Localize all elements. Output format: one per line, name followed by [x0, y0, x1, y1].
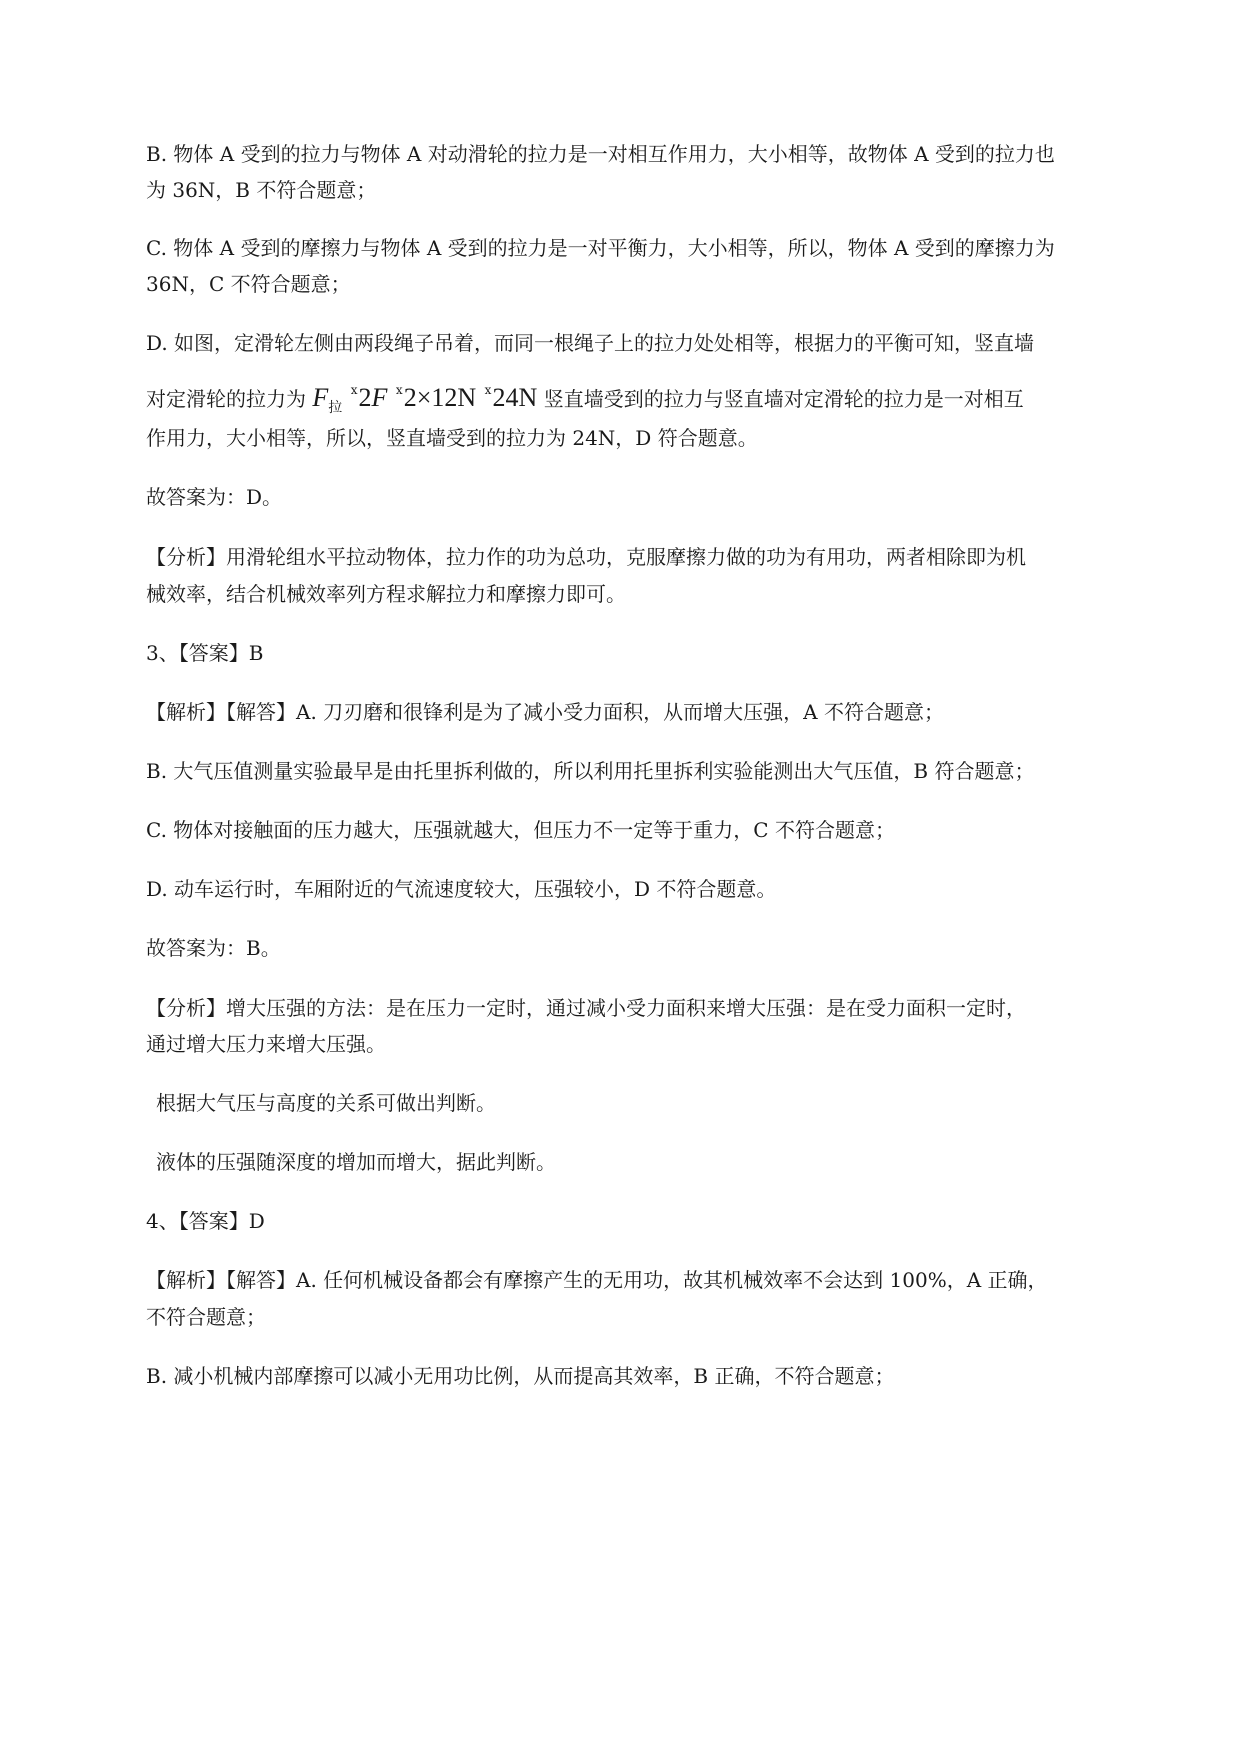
paragraph-line: 液体的压强随深度的增加而增大，据此判断。 — [156, 1150, 556, 1174]
formula-force-symbol: F — [312, 383, 329, 412]
paragraph-line: 根据大气压与高度的关系可做出判断。 — [156, 1091, 496, 1115]
analysis-line: 【分析】增大压强的方法：是在压力一定时，通过减小受力面积来增大压强：是在受力面积一定时， — [146, 996, 1026, 1020]
paragraph-line: B. 物体 A 受到的拉力与物体 A 对动滑轮的拉力是一对相互作用力，大小相等，故物体 A 受到的拉力也 — [146, 142, 1055, 166]
paragraph-line: B. 减小机械内部摩擦可以减小无用功比例，从而提高其效率，B 正确，不符合题意； — [146, 1364, 895, 1388]
paragraph-line: 【解析】【解答】A. 任何机械设备都会有摩擦产生的无用功，故其机械效率不会达到 100%，A 正确， — [146, 1268, 1048, 1292]
formula-suffix: 竖直墙受到的拉力与竖直墙对定滑轮的拉力是一对相互 — [543, 387, 1024, 411]
paragraph-line: B. 大气压值测量实验最早是由托里拆利做的，所以利用托里拆利实验能测出大气压值，B 符合题意； — [146, 759, 1035, 783]
paragraph-line: D. 动车运行时，车厢附近的气流速度较大，压强较小，D 不符合题意。 — [146, 877, 777, 901]
paragraph-line: 【解析】【解答】A. 刀刃磨和很锋利是为了减小受力面积，从而增大压强，A 不符合题意； — [146, 700, 944, 724]
answer-line: 故答案为：B。 — [146, 936, 281, 960]
formula-term: 2 — [358, 383, 372, 412]
formula-relation-symbol: ⅹ — [484, 383, 491, 397]
formula-relation-symbol: ⅹ — [395, 383, 402, 397]
paragraph-line: 不符合题意； — [146, 1305, 266, 1329]
paragraph-line: 为 36N，B 不符合题意； — [146, 178, 377, 202]
paragraph-line: 36N，C 不符合题意； — [146, 272, 351, 296]
analysis-line: 【分析】用滑轮组水平拉动物体，拉力作的功为总功，克服摩擦力做的功为有用功，两者相除即为机 — [146, 545, 1026, 569]
paragraph-line: C. 物体对接触面的压力越大，压强就越大，但压力不一定等于重力，C 不符合题意； — [146, 818, 895, 842]
analysis-line: 通过增大压力来增大压强。 — [146, 1032, 386, 1056]
formula-prefix: 对定滑轮的拉力为 — [146, 387, 306, 411]
question-answer-heading: 3、【答案】B — [146, 641, 264, 665]
formula-line — [146, 376, 1024, 423]
formula — [312, 383, 543, 416]
formula-term: 2×12N — [403, 383, 477, 412]
paragraph-line: C. 物体 A 受到的摩擦力与物体 A 受到的拉力是一对平衡力，大小相等，所以，物体 A 受到的摩擦力为 — [146, 236, 1055, 260]
question-answer-heading: 4、【答案】D — [146, 1209, 265, 1233]
formula-force-symbol: F — [371, 383, 388, 412]
formula-relation-symbol: ⅹ — [350, 383, 357, 397]
formula-subscript: 拉 — [328, 401, 343, 416]
analysis-line: 械效率，结合机械效率列方程求解拉力和摩擦力即可。 — [146, 582, 626, 606]
paragraph-line: D. 如图，定滑轮左侧由两段绳子吊着，而同一根绳子上的拉力处处相等，根据力的平衡可知，竖直墙 — [146, 331, 1035, 355]
formula-term: 24N — [492, 383, 538, 412]
paragraph-line: 作用力，大小相等，所以，竖直墙受到的拉力为 24N，D 符合题意。 — [146, 426, 758, 450]
answer-line: 故答案为：D。 — [146, 485, 283, 509]
